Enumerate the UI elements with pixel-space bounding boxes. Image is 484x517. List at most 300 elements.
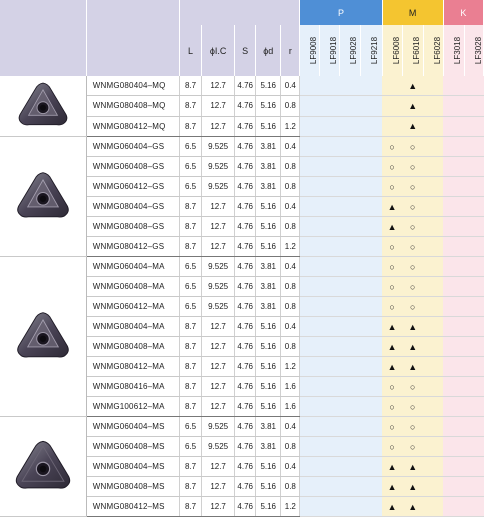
dimension-value: 9.525 (202, 277, 235, 297)
grade-availability-cell (464, 477, 483, 497)
grade-availability-cell (443, 317, 464, 337)
dimension-value: 9.525 (202, 157, 235, 177)
dimension-value: 3.81 (256, 257, 281, 277)
grade-availability-cell (423, 377, 443, 397)
stock-circle-icon: ○ (389, 441, 395, 452)
dimension-value: 0.4 (281, 257, 300, 277)
grade-availability-cell (402, 76, 423, 96)
grade-availability-cell (423, 197, 443, 217)
dimension-value: 9.525 (202, 257, 235, 277)
grade-header-label: LF6008 (391, 36, 401, 65)
grade-availability-cell (382, 277, 402, 297)
dimension-value: 0.8 (281, 297, 300, 317)
dimension-value: 1.6 (281, 377, 300, 397)
grade-header (320, 25, 340, 76)
grade-availability-cell (443, 96, 464, 116)
grade-availability-cell (464, 177, 483, 197)
trigon-insert-icon (8, 437, 78, 495)
stock-circle-icon: ○ (409, 281, 416, 292)
dimension-value: 4.76 (235, 137, 256, 157)
grade-availability-cell (320, 457, 340, 477)
dimension-value: 8.7 (180, 457, 202, 477)
insert-designation: WNMG080408–MA (86, 337, 179, 357)
grade-availability-cell (443, 197, 464, 217)
grade-availability-cell (382, 76, 402, 96)
grade-availability-cell (443, 337, 464, 357)
grade-availability-cell (402, 497, 423, 517)
grade-availability-cell (300, 497, 320, 517)
dimension-value: 5.16 (256, 217, 281, 237)
dimension-value: 0.8 (281, 277, 300, 297)
insert-designation: WNMG060404–GS (86, 137, 179, 157)
stock-triangle-icon: ▲ (408, 321, 418, 332)
grade-availability-cell (360, 157, 382, 177)
grade-availability-cell (320, 497, 340, 517)
stock-circle-icon: ○ (409, 181, 416, 192)
grade-availability-cell (320, 317, 340, 337)
dimension-value: 4.76 (235, 357, 256, 377)
dimension-value: 5.16 (256, 337, 281, 357)
grade-availability-cell (300, 357, 320, 377)
grade-availability-cell (360, 337, 382, 357)
grade-availability-cell (443, 377, 464, 397)
wnmg-mq-insert-image (0, 76, 86, 137)
grade-availability-cell (360, 277, 382, 297)
grade-availability-cell (382, 457, 402, 477)
grade-availability-cell (423, 217, 443, 237)
grade-availability-cell (464, 76, 483, 96)
grade-availability-cell (340, 177, 360, 197)
dimension-value: 9.525 (202, 297, 235, 317)
grade-header-label: LF6018 (411, 36, 421, 65)
grade-availability-cell (402, 417, 423, 437)
grade-availability-cell (464, 257, 483, 277)
stock-circle-icon: ○ (389, 421, 395, 432)
grade-availability-cell (423, 257, 443, 277)
dimension-value: 4.76 (235, 377, 256, 397)
dimension-value: 9.525 (202, 417, 235, 437)
group-m-header: M (382, 0, 443, 25)
grade-availability-cell (423, 76, 443, 96)
grade-availability-cell (402, 137, 423, 157)
grade-availability-cell (300, 297, 320, 317)
grade-availability-cell (300, 457, 320, 477)
insert-designation: WNMG060404–MA (86, 257, 179, 277)
dimension-header: S (235, 25, 256, 76)
grade-availability-cell (423, 337, 443, 357)
dimension-value: 5.16 (256, 477, 281, 497)
insert-designation: WNMG060408–MA (86, 277, 179, 297)
grade-availability-cell (382, 297, 402, 317)
insert-designation: WNMG080404–GS (86, 197, 179, 217)
grade-availability-cell (382, 237, 402, 257)
dimension-value: 12.7 (202, 457, 235, 477)
dimension-value: 3.81 (256, 297, 281, 317)
grade-availability-cell (360, 457, 382, 477)
grade-availability-cell (300, 257, 320, 277)
dimension-value: 1.2 (281, 357, 300, 377)
grade-availability-cell (300, 377, 320, 397)
grade-availability-cell (360, 76, 382, 96)
dimension-value: 8.7 (180, 377, 202, 397)
grade-availability-cell (464, 497, 483, 517)
grade-availability-cell (443, 477, 464, 497)
grade-availability-cell (360, 497, 382, 517)
grade-availability-cell (320, 137, 340, 157)
grade-availability-cell (464, 297, 483, 317)
grade-availability-cell (360, 177, 382, 197)
stock-circle-icon: ○ (389, 241, 395, 252)
insert-designation: WNMG080408–GS (86, 217, 179, 237)
insert-designation: WNMG080412–MA (86, 357, 179, 377)
grade-availability-cell (300, 76, 320, 96)
grade-availability-cell (320, 177, 340, 197)
grade-availability-cell (340, 477, 360, 497)
image-column-header (0, 0, 86, 76)
dimension-value: 6.5 (180, 437, 202, 457)
grade-availability-cell (300, 197, 320, 217)
dimension-value: 1.2 (281, 116, 300, 136)
grade-availability-cell (300, 277, 320, 297)
stock-circle-icon: ○ (389, 401, 395, 412)
grade-availability-cell (443, 297, 464, 317)
grade-availability-cell (443, 257, 464, 277)
grade-availability-cell (382, 357, 402, 377)
dimension-value: 4.76 (235, 337, 256, 357)
grade-availability-cell (464, 96, 483, 116)
grade-availability-cell (464, 397, 483, 417)
grade-header (443, 25, 464, 76)
grade-header (464, 25, 483, 76)
dimension-value: 6.5 (180, 417, 202, 437)
wnmg-gs-insert-image (0, 137, 86, 257)
stock-circle-icon: ○ (409, 261, 416, 272)
dimension-value: 5.16 (256, 497, 281, 517)
stock-triangle-icon: ▲ (408, 361, 418, 372)
stock-triangle-icon: ▲ (387, 201, 397, 212)
grade-availability-cell (340, 357, 360, 377)
grade-availability-cell (320, 96, 340, 116)
dimensions-group-header (180, 0, 300, 25)
grade-availability-cell (300, 137, 320, 157)
grade-availability-cell (382, 317, 402, 337)
grade-availability-cell (320, 76, 340, 96)
dimension-value: 4.76 (235, 297, 256, 317)
dimension-value: 12.7 (202, 116, 235, 136)
stock-triangle-icon: ▲ (387, 221, 397, 232)
grade-availability-cell (340, 397, 360, 417)
insert-designation: WNMG080408–MS (86, 477, 179, 497)
dimension-header: ϕd (256, 25, 281, 76)
dimension-value: 4.76 (235, 217, 256, 237)
dimension-value: 5.16 (256, 457, 281, 477)
dimension-value: 6.5 (180, 297, 202, 317)
dimension-value: 12.7 (202, 377, 235, 397)
grade-availability-cell (320, 237, 340, 257)
dimension-value: 3.81 (256, 277, 281, 297)
grade-availability-cell (464, 277, 483, 297)
grade-availability-cell (320, 157, 340, 177)
grade-availability-cell (340, 157, 360, 177)
insert-designation: WNMG080412–GS (86, 237, 179, 257)
stock-triangle-icon: ▲ (387, 341, 397, 352)
wnmg-ms-insert-image (0, 417, 86, 517)
grade-availability-cell (300, 477, 320, 497)
dimension-value: 5.16 (256, 197, 281, 217)
dimension-value: 0.8 (281, 157, 300, 177)
grade-availability-cell (402, 217, 423, 237)
grade-availability-cell (464, 457, 483, 477)
stock-triangle-icon: ▲ (387, 321, 397, 332)
grade-availability-cell (402, 277, 423, 297)
grade-availability-cell (382, 437, 402, 457)
grade-availability-cell (360, 257, 382, 277)
table-row (0, 417, 484, 437)
grade-availability-cell (443, 76, 464, 96)
grade-availability-cell (300, 437, 320, 457)
grade-availability-cell (402, 397, 423, 417)
grade-availability-cell (382, 217, 402, 237)
dimension-value: 0.8 (281, 217, 300, 237)
grade-availability-cell (402, 96, 423, 116)
dimension-header: ϕI.C (202, 25, 235, 76)
dimension-value: 4.76 (235, 317, 256, 337)
grade-availability-cell (360, 116, 382, 136)
grade-availability-cell (423, 297, 443, 317)
dimension-value: 0.4 (281, 197, 300, 217)
grade-availability-cell (464, 317, 483, 337)
grade-availability-cell (340, 457, 360, 477)
stock-circle-icon: ○ (409, 401, 416, 412)
dimension-value: 0.4 (281, 457, 300, 477)
grade-availability-cell (423, 437, 443, 457)
grade-availability-cell (443, 497, 464, 517)
dimension-value: 5.16 (256, 96, 281, 116)
stock-circle-icon: ○ (389, 141, 395, 152)
dimension-value: 6.5 (180, 257, 202, 277)
grade-availability-cell (340, 116, 360, 136)
grade-availability-cell (340, 277, 360, 297)
grade-availability-cell (320, 377, 340, 397)
insert-designation: WNMG080412–MQ (86, 116, 179, 136)
dimension-value: 6.5 (180, 277, 202, 297)
dimension-value: 4.76 (235, 417, 256, 437)
grade-availability-cell (320, 337, 340, 357)
dimension-value: 4.76 (235, 497, 256, 517)
grade-availability-cell (402, 237, 423, 257)
insert-designation: WNMG060404–MS (86, 417, 179, 437)
dimension-value: 6.5 (180, 137, 202, 157)
dimension-value: 0.8 (281, 96, 300, 116)
dimension-value: 12.7 (202, 76, 235, 96)
dimension-value: 0.4 (281, 417, 300, 437)
dimension-value: 4.76 (235, 457, 256, 477)
grade-availability-cell (402, 477, 423, 497)
table-row (0, 137, 484, 157)
grade-header (423, 25, 443, 76)
grade-availability-cell (423, 317, 443, 337)
dimension-value: 4.76 (235, 76, 256, 96)
trigon-insert-icon (8, 307, 78, 365)
dimension-value: 5.16 (256, 237, 281, 257)
grade-availability-cell (382, 477, 402, 497)
grade-availability-cell (320, 477, 340, 497)
grade-availability-cell (423, 397, 443, 417)
grade-availability-cell (423, 237, 443, 257)
dimension-header: L (180, 25, 202, 76)
grade-availability-cell (300, 397, 320, 417)
dimension-value: 12.7 (202, 397, 235, 417)
insert-designation: WNMG080408–MQ (86, 96, 179, 116)
grade-availability-cell (443, 116, 464, 136)
designation-column-header (86, 0, 179, 76)
dimension-value: 0.4 (281, 317, 300, 337)
grade-availability-cell (360, 137, 382, 157)
grade-availability-cell (443, 157, 464, 177)
grade-availability-cell (320, 357, 340, 377)
grade-availability-cell (464, 197, 483, 217)
grade-availability-cell (340, 217, 360, 237)
dimension-value: 3.81 (256, 157, 281, 177)
grade-availability-cell (340, 417, 360, 437)
grade-availability-cell (382, 497, 402, 517)
grade-availability-cell (320, 217, 340, 237)
dimension-header: r (281, 25, 300, 76)
dimension-value: 4.76 (235, 157, 256, 177)
grade-availability-cell (423, 96, 443, 116)
grade-availability-cell (423, 497, 443, 517)
dimension-value: 0.4 (281, 76, 300, 96)
grade-availability-cell (360, 417, 382, 437)
grade-header (402, 25, 423, 76)
insert-designation: WNMG080416–MA (86, 377, 179, 397)
grade-availability-cell (300, 317, 320, 337)
grade-header-label: LF9008 (309, 36, 319, 65)
grade-header-label: LF3018 (452, 36, 462, 65)
dimension-value: 12.7 (202, 237, 235, 257)
grade-availability-cell (382, 397, 402, 417)
stock-circle-icon: ○ (389, 381, 395, 392)
grade-availability-cell (300, 96, 320, 116)
dimension-value: 8.7 (180, 477, 202, 497)
dimension-value: 4.76 (235, 237, 256, 257)
grade-availability-cell (402, 337, 423, 357)
grade-availability-cell (340, 377, 360, 397)
grade-availability-cell (360, 397, 382, 417)
stock-triangle-icon: ▲ (408, 341, 418, 352)
dimension-value: 0.8 (281, 437, 300, 457)
grade-availability-cell (464, 377, 483, 397)
grade-availability-cell (340, 497, 360, 517)
grade-availability-cell (443, 417, 464, 437)
insert-designation: WNMG080412–MS (86, 497, 179, 517)
grade-availability-cell (360, 437, 382, 457)
grade-availability-cell (443, 237, 464, 257)
dimension-value: 1.2 (281, 237, 300, 257)
grade-availability-cell (320, 197, 340, 217)
dimension-value: 5.16 (256, 357, 281, 377)
dimension-value: 8.7 (180, 337, 202, 357)
grade-availability-cell (340, 437, 360, 457)
stock-triangle-icon: ▲ (387, 461, 397, 472)
dimension-value: 3.81 (256, 137, 281, 157)
grade-header-label: LF9018 (329, 36, 339, 65)
grade-availability-cell (443, 137, 464, 157)
dimension-value: 4.76 (235, 397, 256, 417)
grade-availability-cell (423, 417, 443, 437)
grade-availability-cell (402, 177, 423, 197)
stock-circle-icon: ○ (389, 301, 395, 312)
dimension-value: 12.7 (202, 357, 235, 377)
grade-availability-cell (402, 437, 423, 457)
grade-availability-cell (423, 477, 443, 497)
dimension-value: 1.6 (281, 397, 300, 417)
grade-availability-cell (340, 137, 360, 157)
grade-availability-cell (443, 177, 464, 197)
stock-triangle-icon: ▲ (408, 501, 418, 512)
grade-header (300, 25, 320, 76)
insert-designation: WNMG080404–MQ (86, 76, 179, 96)
grade-availability-cell (360, 197, 382, 217)
insert-designation: WNMG100612–MA (86, 397, 179, 417)
stock-circle-icon: ○ (409, 421, 416, 432)
insert-designation: WNMG080404–MS (86, 457, 179, 477)
dimension-value: 3.81 (256, 177, 281, 197)
grade-availability-cell (443, 357, 464, 377)
dimension-value: 8.7 (180, 197, 202, 217)
grade-availability-cell (300, 337, 320, 357)
grade-header (340, 25, 360, 76)
grade-availability-cell (382, 96, 402, 116)
dimension-value: 8.7 (180, 497, 202, 517)
grade-availability-cell (464, 357, 483, 377)
grade-header-label: LF6028 (432, 36, 442, 65)
stock-circle-icon: ○ (409, 201, 416, 212)
insert-designation: WNMG080404–MA (86, 317, 179, 337)
grade-availability-cell (340, 76, 360, 96)
dimension-value: 0.8 (281, 477, 300, 497)
stock-circle-icon: ○ (389, 161, 395, 172)
grade-availability-cell (340, 297, 360, 317)
dimension-value: 8.7 (180, 116, 202, 136)
stock-circle-icon: ○ (409, 301, 416, 312)
grade-availability-cell (464, 337, 483, 357)
insert-designation: WNMG060412–MA (86, 297, 179, 317)
group-k-header: K (443, 0, 483, 25)
grade-availability-cell (443, 217, 464, 237)
grade-availability-cell (382, 417, 402, 437)
grade-availability-cell (382, 116, 402, 136)
stock-circle-icon: ○ (389, 281, 395, 292)
dimension-value: 8.7 (180, 96, 202, 116)
grade-availability-cell (320, 297, 340, 317)
dimension-value: 4.76 (235, 116, 256, 136)
stock-circle-icon: ○ (389, 261, 395, 272)
dimension-value: 9.525 (202, 137, 235, 157)
insert-designation: WNMG060408–MS (86, 437, 179, 457)
dimension-value: 4.76 (235, 257, 256, 277)
grade-availability-cell (360, 477, 382, 497)
grade-availability-cell (320, 437, 340, 457)
dimension-value: 9.525 (202, 437, 235, 457)
grade-availability-cell (423, 116, 443, 136)
grade-availability-cell (360, 96, 382, 116)
grade-availability-cell (382, 337, 402, 357)
grade-availability-cell (443, 457, 464, 477)
insert-designation: WNMG060412–GS (86, 177, 179, 197)
dimension-value: 8.7 (180, 317, 202, 337)
dimension-value: 4.76 (235, 197, 256, 217)
